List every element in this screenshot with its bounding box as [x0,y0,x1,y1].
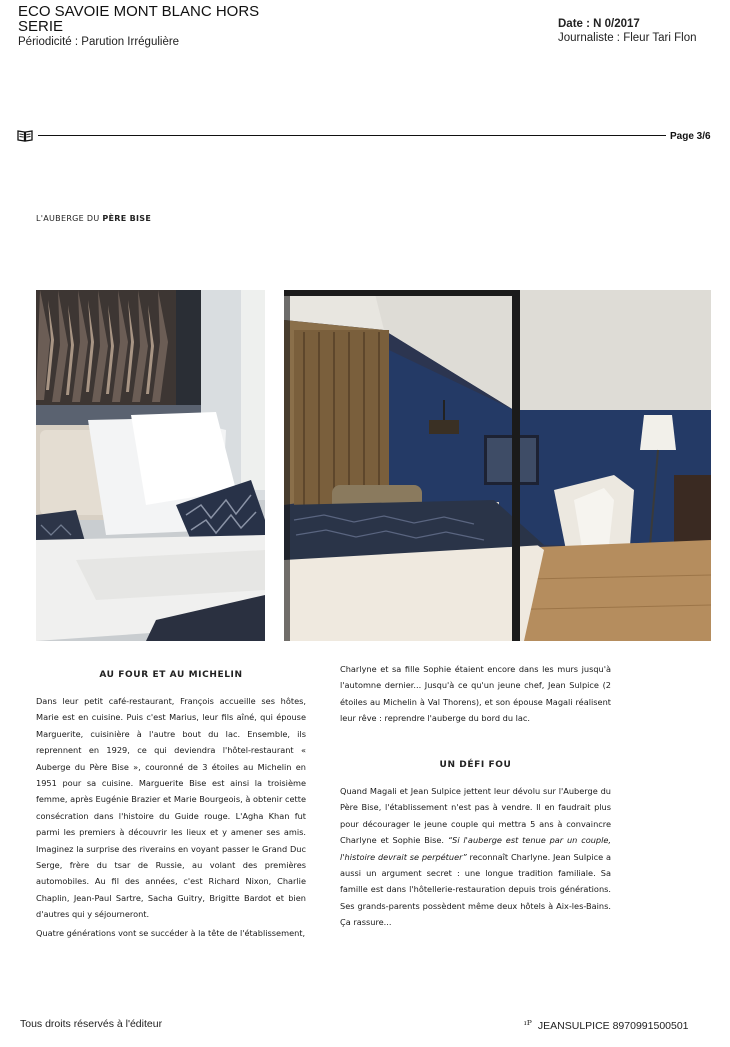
page-number: Page 3/6 [670,131,711,142]
heading-au-four: AU FOUR ET AU MICHELIN [99,670,243,680]
col1-paragraph-2: Quatre générations vont se succéder à la tête de l'établissement, [36,927,306,938]
footer-rights: Tous droits réservés à l'éditeur [20,1018,163,1030]
quote-charlyne: “Si l'auberge est tenue par un couple, l'histoire devrait se perpétuer” [340,835,612,862]
article-column-1 [36,693,306,941]
photo-bed-closeup [36,290,265,641]
periodicity: Périodicité : Parution Irrégulière [18,36,180,48]
heading-defi-fou: UN DÉFI FOU [439,760,512,770]
publisher-logo-icon: ᶦᴾ [524,1018,532,1032]
section-label [36,214,151,223]
article-column-2-cont [340,783,611,931]
section-prefix: L'AUBERGE DU [36,214,100,223]
footer-reference-block [524,1018,689,1032]
article-column-2 [340,661,611,727]
section-name: PÈRE BISE [102,214,152,223]
photo-room [284,290,711,641]
col2-paragraph-2 [340,783,611,931]
header-rule [38,135,666,136]
col1-paragraph-1: Dans leur petit café-restaurant, François accueille ses hôtes, Marie est en cuisine. Puis c'est Marius, leur fils aîné, qui épouse Marguerite, cuisinière à l'autre bout du lac. Ensemble, ils reprennent en 1929, ce qui deviendra l'hôtel-restaurant « Auberge du Père Bise », couronné de 3 étoiles au Michelin en 1951 pour sa cuisine. Marguerite Bise est ainsi la troisième femme, après Eugénie Brazier et Marie Bourgeois, à obtenir cette consécration dans l'histoire du Guide rouge. L'Agha Khan fut parmi les premiers à découvrir les lieux et y amener ses amis. Imaginez la surprise des riverains en voyant passer le Grand Duc Serge, frère du tsar de Russie, au volant des premières automobiles. Au fil des années, c'est Richard Nixon, Charlie Chaplin, Jean-Paul Sartre, Sacha Guitry, Brigitte Bardot et bien d'autres qui y séjourneront. [36,696,306,920]
publication-title: ECO SAVOIE MONT BLANC HORS SERIE [18,3,260,35]
col2-paragraph-2-b: reconnaît Charlyne. Jean Sulpice a aussi un argument secret : une longue tradition familiale. Sa famille est dans l'hôtellerie-restauration depuis trois générations. Ses grands-parents possèdent même deux hôtels à Aix-les-Bains. Ça rassure... [340,851,611,928]
journalist: Journaliste : Fleur Tari Flon [558,32,697,44]
col2-paragraph-1: Charlyne et sa fille Sophie étaient encore dans les murs jusqu'à l'automne dernier... Jusqu'à ce qu'un jeune chef, Jean Sulpice (2 étoiles au Michelin à Val Thorens), et son épouse Magali réalisent leur rêve : reprendre l'auberge du bord du lac. [340,664,611,724]
book-icon [17,129,33,142]
col2-paragraph-2-a: Quand Magali et Jean Sulpice jettent leur dévolu sur l'Auberge du Père Bise, l'établissement n'est pas à vendre. Il en faudrait plus pour décourager le jeune couple qui mettra 5 ans à convaincre Charlyne et Sophie Bise. [340,786,611,846]
issue-date: Date : N 0/2017 [558,18,640,30]
footer-reference: JEANSULPICE 8970991500501 [537,1020,689,1032]
